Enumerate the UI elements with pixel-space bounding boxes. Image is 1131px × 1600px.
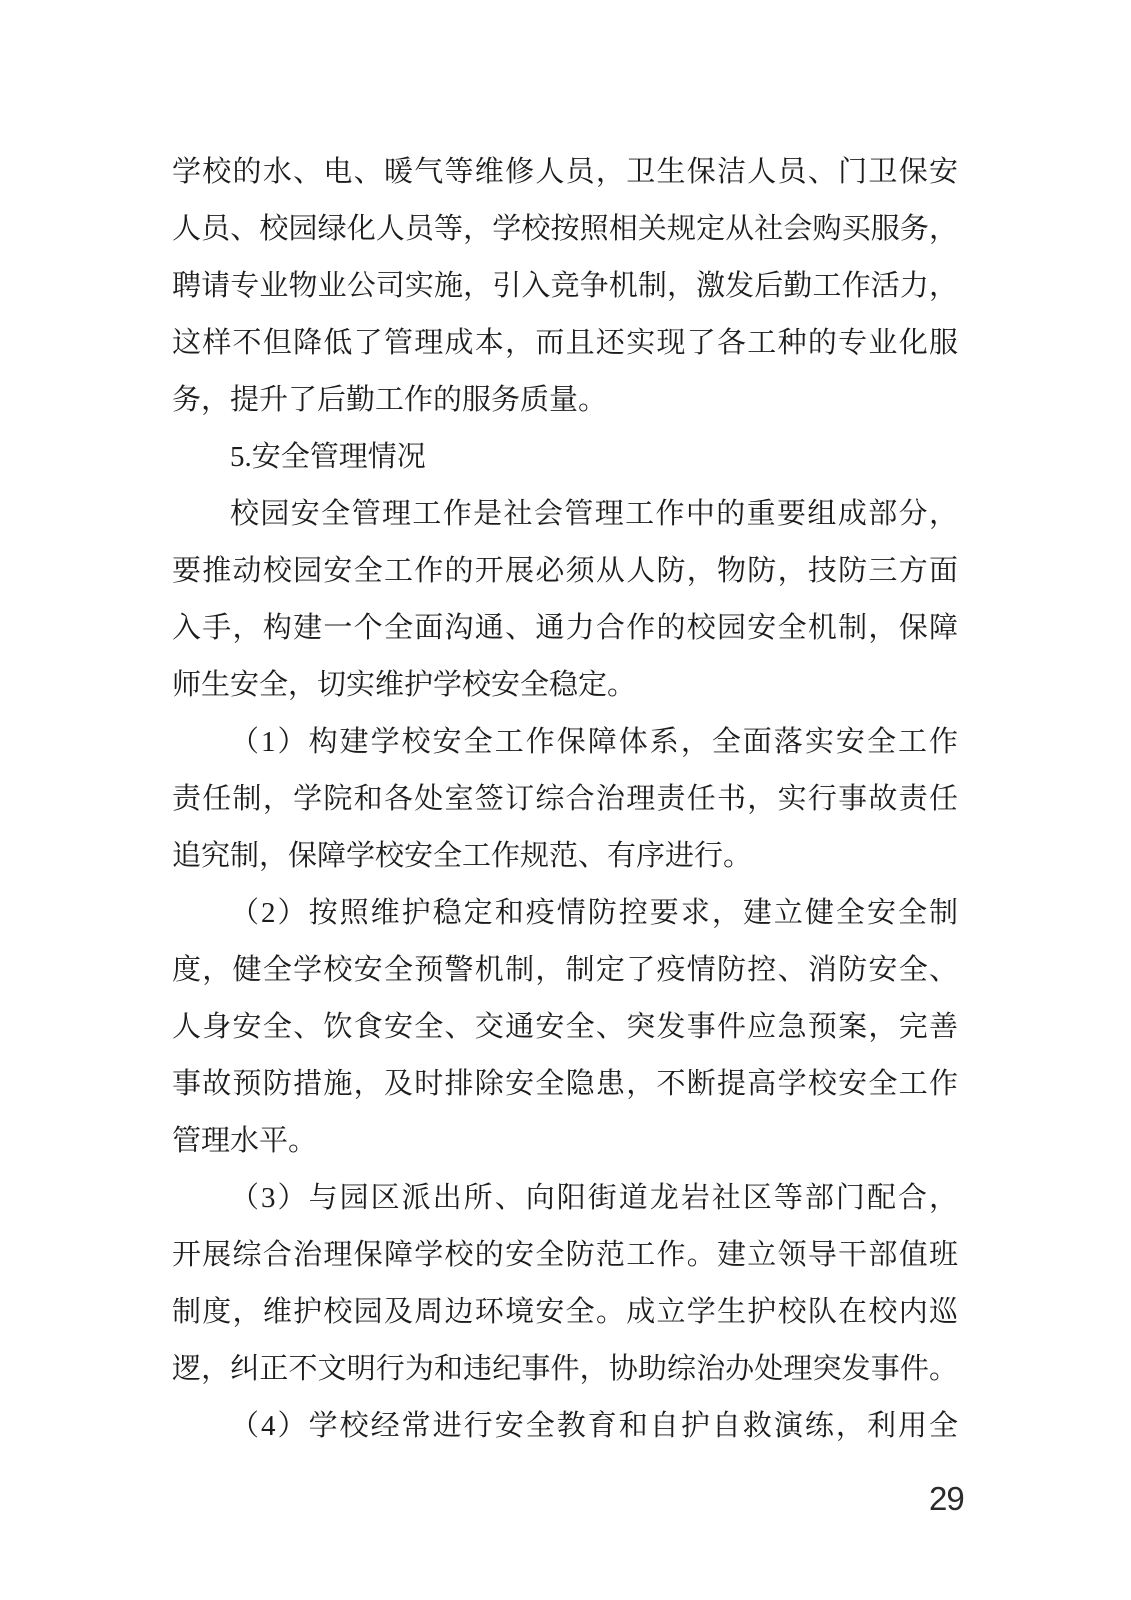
- text-line: 事故预防措施，及时排除安全隐患，不断提高学校安全工作: [172, 1068, 958, 1100]
- text-line: 管理水平。: [172, 1125, 318, 1157]
- text-line: 开展综合治理保障学校的安全防范工作。建立领导干部值班: [172, 1239, 958, 1271]
- text-line: 师生安全，切实维护学校安全稳定。: [172, 669, 637, 701]
- text-line: 人员、校园绿化人员等，学校按照相关规定从社会购买服务，: [172, 213, 958, 245]
- text-line: 聘请专业物业公司实施，引入竞争机制，激发后勤工作活力，: [172, 270, 958, 302]
- text-line: 度，健全学校安全预警机制，制定了疫情防控、消防安全、: [172, 954, 958, 986]
- text-line: 务，提升了后勤工作的服务质量。: [172, 384, 608, 416]
- text-block: [172, 144, 958, 1455]
- page-number: 29: [929, 1480, 964, 1517]
- text-line: 学校的水、电、暖气等维修人员，卫生保洁人员、门卫保安: [172, 156, 958, 188]
- text-line: 责任制，学院和各处室签订综合治理责任书，实行事故责任: [172, 783, 958, 815]
- text-line: 入手，构建一个全面沟通、通力合作的校园安全机制，保障: [172, 612, 958, 644]
- text-line: （4）学校经常进行安全教育和自护自救演练，利用全: [230, 1410, 958, 1442]
- text-line: （1）构建学校安全工作保障体系，全面落实安全工作: [230, 726, 958, 758]
- text-line: 制度，维护校园及周边环境安全。成立学生护校队在校内巡: [172, 1296, 958, 1328]
- text-line: 人身安全、饮食安全、交通安全、突发事件应急预案，完善: [172, 1011, 958, 1043]
- text-line: 这样不但降低了管理成本，而且还实现了各工种的专业化服: [172, 327, 958, 359]
- text-line: 追究制，保障学校安全工作规范、有序进行。: [172, 840, 753, 872]
- text-line: 逻，纠正不文明行为和违纪事件，协助综治办处理突发事件。: [172, 1353, 958, 1385]
- section-heading: 5.安全管理情况: [230, 441, 426, 473]
- text-line: （3）与园区派出所、向阳街道龙岩社区等部门配合，: [230, 1182, 958, 1214]
- text-line: 校园安全管理工作是社会管理工作中的重要组成部分，: [230, 498, 958, 530]
- text-line: 要推动校园安全工作的开展必须从人防，物防，技防三方面: [172, 555, 958, 587]
- text-line: （2）按照维护稳定和疫情防控要求，建立健全安全制: [230, 897, 958, 929]
